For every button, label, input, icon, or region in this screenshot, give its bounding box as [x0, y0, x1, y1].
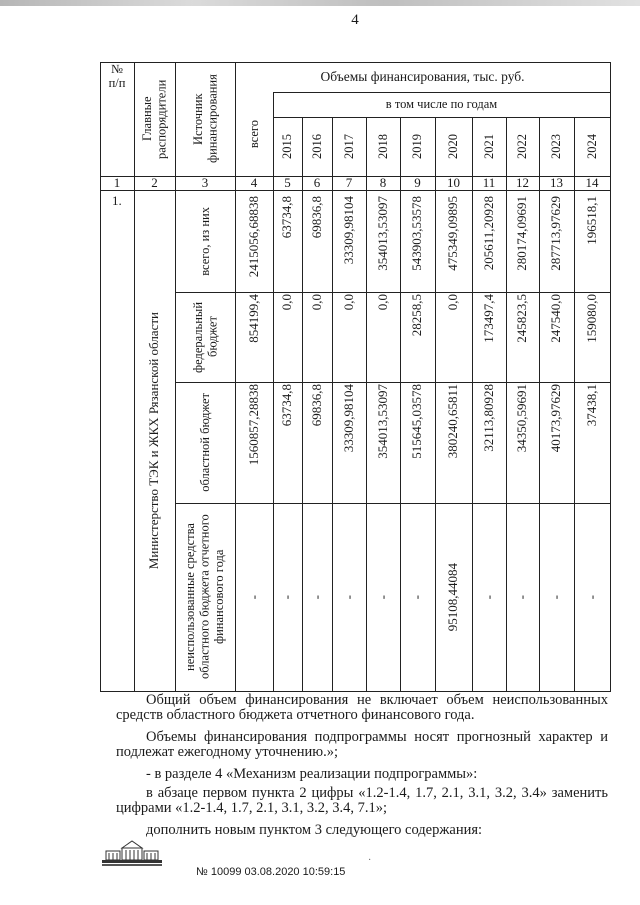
value-row1-col7: 33309,98104	[340, 196, 356, 265]
header-year-2017: 2017	[341, 134, 356, 159]
paragraph-add-point-3: дополнить новым пунктом 3 следующего содержания:	[146, 822, 483, 838]
value-row4-col5: -	[279, 594, 295, 600]
header-year-2015: 2015	[280, 134, 295, 159]
value-row3-col6: 69836,8	[308, 384, 324, 427]
value-row1-col8: 354013,53097	[374, 196, 390, 271]
value-row4-col10: 95108,44084	[445, 562, 461, 632]
source-2: федеральный бюджет	[190, 301, 219, 373]
column-number-13: 13	[550, 174, 563, 190]
header-year-2016: 2016	[309, 134, 324, 159]
value-row1-col13: 287713,97629	[548, 196, 564, 271]
column-number-10: 10	[447, 174, 460, 190]
document-registration-stamp: № 10099 03.08.2020 10:59:15	[196, 866, 346, 878]
value-row1-col5: 63734,8	[279, 196, 295, 239]
header-year-2024: 2024	[584, 134, 599, 159]
column-number-8: 8	[379, 174, 387, 190]
value-row4-col9: -	[409, 594, 425, 600]
column-number-6: 6	[313, 174, 321, 190]
value-row3-col11: 32113,80928	[480, 384, 496, 452]
source-3: областной бюджет	[197, 393, 212, 492]
column-number-5: 5	[284, 174, 291, 190]
value-row2-col12: 245823,5	[514, 294, 530, 343]
value-row4-col7: -	[340, 594, 356, 600]
value-row4-col13: -	[548, 594, 564, 600]
table-border-left	[100, 62, 101, 691]
column-number-12: 12	[516, 174, 529, 190]
column-number-11: 11	[482, 174, 496, 190]
header-managers: Главные распорядители	[140, 79, 169, 159]
value-row2-col5: 0,0	[279, 294, 295, 311]
scan-speck: ·	[368, 855, 372, 866]
paragraph-section-4: - в разделе 4 «Механизм реализации подпрограммы»:	[146, 766, 478, 782]
value-row3-col13: 40173,97629	[548, 384, 564, 453]
value-row4-col8: -	[374, 594, 390, 600]
header-by-years: в том числе по годам	[385, 97, 498, 112]
header-volumes: Объемы финансирования, тыс. руб.	[320, 69, 525, 85]
source-1: всего, из них	[197, 206, 212, 276]
value-row3-col9: 515645,03578	[409, 384, 425, 459]
column-number-1: 1	[113, 174, 121, 190]
header-year-2020: 2020	[446, 134, 461, 159]
paragraph-forecast-note: Объемы финансирования подпрограммы носят прогнозный характер и подлежат ежегодному уточнению.»;	[116, 729, 608, 760]
value-row4-col12: -	[514, 594, 530, 600]
column-number-4: 4	[250, 174, 258, 190]
source-4: неиспользованные средства областного бюджета отчетного финансового года	[183, 514, 227, 680]
value-row2-col13: 247540,0	[548, 294, 564, 343]
value-row3-col4: 1560857,28838	[245, 384, 261, 466]
financing-table	[100, 62, 610, 691]
column-number-3: 3	[201, 174, 209, 190]
value-row2-col14: 159080,0	[583, 294, 599, 343]
value-row2-col9: 28258,5	[409, 294, 425, 337]
paragraph-replace-digits: в абзаце первом пункта 2 цифры «1.2-1.4, 1.7, 2.1, 3.1, 3.2, 3.4» заменить цифрами «1.2-1.4, 1.7, 2.1, 3.1, 3.2, 3.4, 7.1»;	[116, 785, 608, 816]
header-year-2019: 2019	[410, 134, 425, 159]
value-row4-col4: -	[245, 594, 261, 600]
header-number: № п/п	[108, 62, 126, 91]
value-row3-col7: 33309,98104	[340, 384, 356, 453]
value-row2-col6: 0,0	[308, 294, 324, 311]
value-row3-col8: 354013,53097	[374, 384, 390, 459]
column-number-9: 9	[414, 174, 421, 190]
scan-edge-artifact	[0, 0, 640, 6]
header-source: Источник финансирования	[190, 74, 219, 164]
value-row2-col10: 0,0	[445, 294, 461, 311]
value-row3-col14: 37438,1	[583, 384, 599, 427]
value-row1-col6: 69836,8	[308, 196, 324, 239]
column-number-2: 2	[151, 174, 158, 190]
page-number: 4	[351, 12, 359, 28]
header-year-2022: 2022	[515, 134, 530, 159]
building-logo-stamp	[100, 838, 164, 873]
header-year-2023: 2023	[549, 134, 564, 159]
value-row4-col6: -	[308, 594, 324, 600]
value-row2-col11: 173497,4	[480, 294, 496, 343]
value-row4-col14: -	[583, 594, 599, 600]
header-year-2021: 2021	[481, 134, 496, 159]
column-number-14: 14	[585, 174, 599, 190]
value-row3-col12: 34350,59691	[514, 384, 530, 453]
value-row2-col7: 0,0	[340, 294, 356, 311]
paragraph-total-note: Общий объем финансирования не включает объем неиспользованных средств областного бюджета отчетного финансового года.	[116, 692, 608, 723]
table-border-right	[610, 62, 611, 691]
value-row1-col11: 205611,20928	[480, 196, 496, 271]
value-row3-col5: 63734,8	[279, 384, 295, 427]
value-row1-col9: 543903,53578	[409, 196, 425, 271]
value-row1-col10: 475349,09895	[445, 196, 461, 271]
value-row1-col4: 2415056,68838	[245, 196, 261, 278]
manager-name: Министерство ТЭК и ЖКХ Рязанской области	[146, 311, 162, 570]
header-total: всего	[246, 119, 261, 149]
column-number-7: 7	[345, 174, 353, 190]
value-row1-col14: 196518,1	[583, 196, 599, 245]
value-row1-col12: 280174,09691	[514, 196, 530, 271]
value-row3-col10: 380240,65811	[445, 384, 461, 459]
value-row2-col4: 854199,4	[245, 294, 261, 343]
value-row2-col8: 0,0	[374, 294, 390, 311]
header-year-2018: 2018	[375, 134, 390, 159]
value-row4-col11: -	[480, 594, 496, 600]
row-number: 1.	[112, 192, 122, 208]
